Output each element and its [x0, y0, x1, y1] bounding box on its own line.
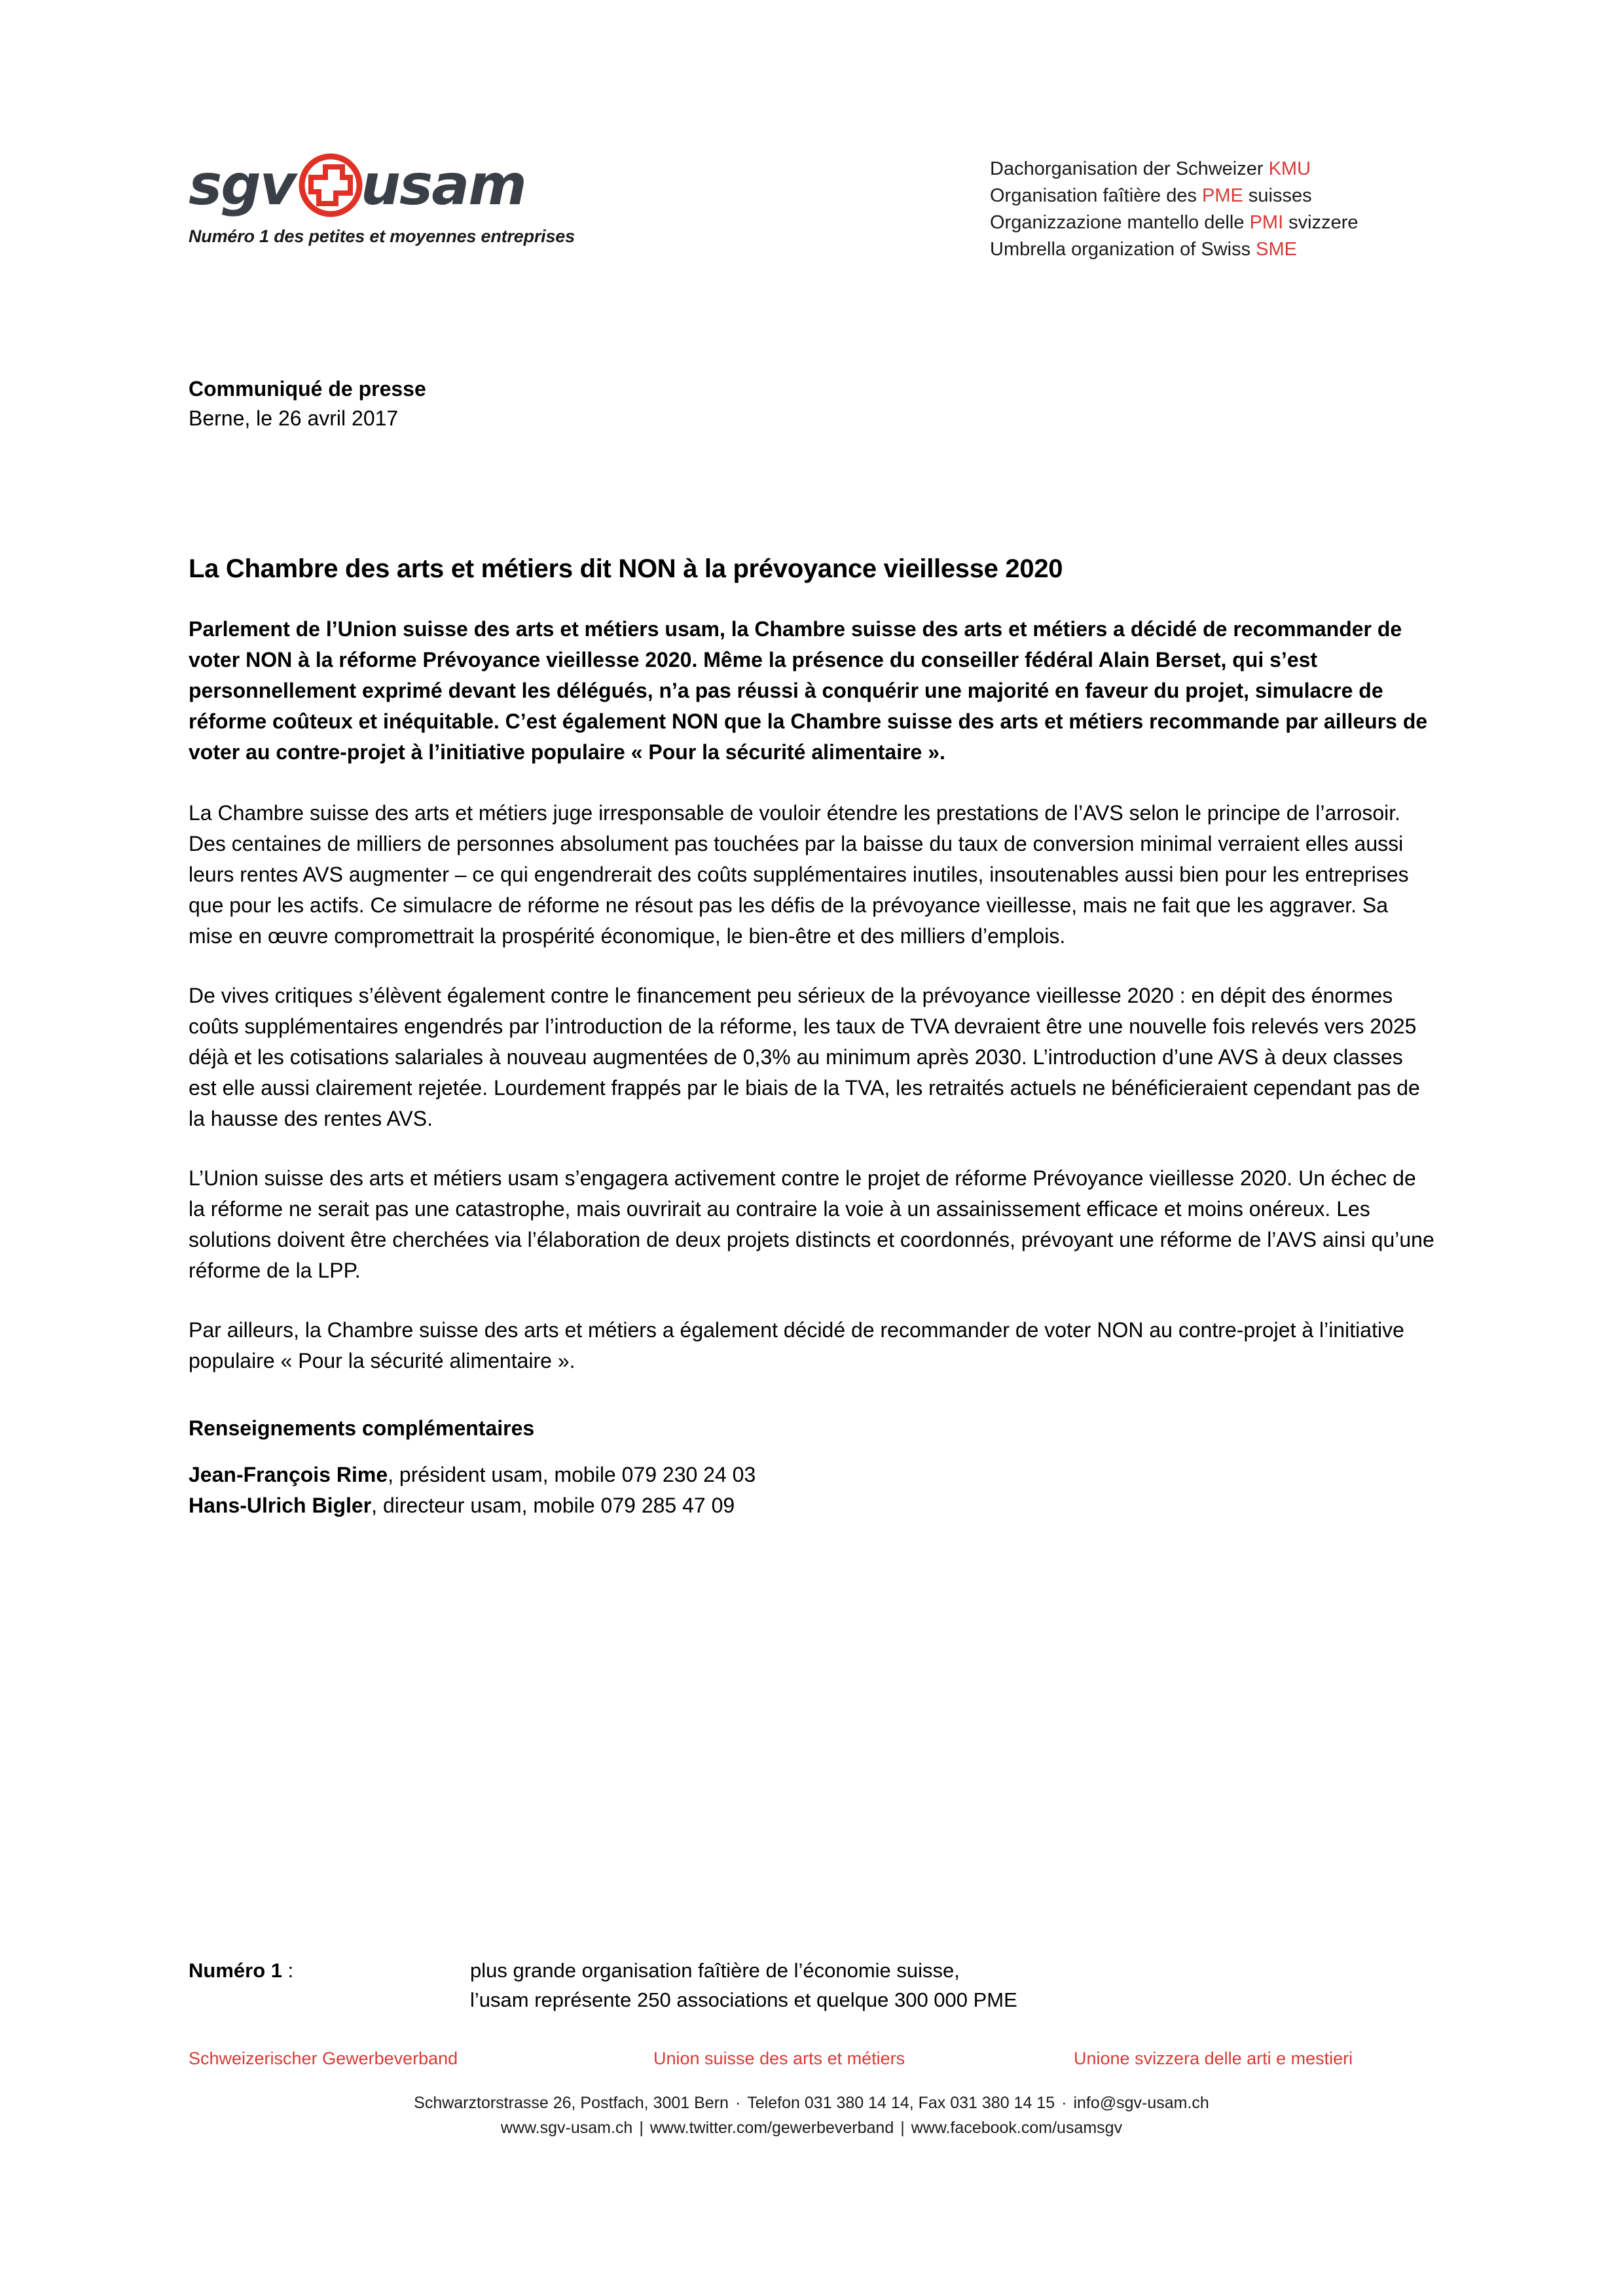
footer-separator-1: ·: [735, 2094, 741, 2112]
contact-person-2-detail: , directeur usam, mobile 079 285 47 09: [371, 1494, 735, 1517]
body-paragraph-2: De vives critiques s’élèvent également contre le financement peu sérieux de la prévoyance vieillesse 2020 : en dépit des énormes coûts supplémentaires engendrés par l’introduction de la réforme, les taux de TVA devraient être une nouvelle fois relevés vers 2025 déjà et les cotisations salariales à nouveau augmentées de 0,3% au minimum après 2030. L’introduction d’une AVS à deux classes est elle aussi clairement rejetée. Lourdement frappés par le biais de la TVA, les retraités actuels ne bénéficieraient cependant pas de la hausse des rentes AVS.: [189, 984, 1420, 1130]
footer-email[interactable]: info@sgv-usam.ch: [1073, 2094, 1209, 2112]
document-footer: [0, 2049, 1623, 2140]
footer-address: Schwarztorstrasse 26, Postfach, 3001 Bern: [414, 2094, 729, 2112]
contact-person-2: [189, 1490, 1436, 1521]
body-paragraph-3: L’Union suisse des arts et métiers usam s’engagera activement contre le projet de réforme Prévoyance vieillesse 2020. Un échec de la réforme ne serait pas une catastrophe, mais ouvrirait au contraire la voie à un assainissement efficace et moins onéreux. Les solutions doivent être cherchées via l’élaboration de deux projets distincts et coordonnés, prévoyant une réforme de l’AVS ainsi qu’une réforme de la LPP.: [189, 1166, 1434, 1282]
logo-tagline: Numéro 1 des petites et moyennes entreprises: [189, 226, 575, 246]
footer-links-line: [0, 2115, 1623, 2140]
header-language-en-accent: SME: [1256, 239, 1298, 260]
header-language-fr-prefix: Organisation faîtière des: [990, 185, 1203, 206]
footer-separator-2: ·: [1061, 2094, 1067, 2112]
contact-person-1: [189, 1460, 1436, 1490]
document-place-date: Berne, le 26 avril 2017: [189, 406, 399, 430]
header-language-it-suffix: svizzere: [1283, 212, 1359, 233]
document-body: [189, 614, 1436, 1521]
footer-link-separator-1: |: [639, 2119, 644, 2137]
logo-wordmark-usam: usam: [360, 152, 526, 218]
footer-descriptor: [189, 1956, 1436, 2015]
footer-descriptor-label: [189, 1956, 293, 1985]
logo-mark: [189, 149, 608, 221]
document-type: Communiqué de presse: [189, 377, 426, 401]
footer-organization-names: [0, 2049, 1623, 2081]
swiss-cross-circle-icon: [297, 151, 365, 219]
contact-person-1-name: Jean-François Rime: [189, 1463, 388, 1486]
document-meta: [189, 374, 426, 433]
footer-link-twitter[interactable]: www.twitter.com/gewerbeverband: [649, 2119, 894, 2137]
footer-descriptor-label-bold: Numéro 1: [189, 1959, 282, 1982]
header-language-fr-accent: PME: [1202, 185, 1243, 206]
header-language-fr-suffix: suisses: [1243, 185, 1312, 206]
header-language-de: [990, 156, 1359, 183]
footer-contact-block: [0, 2090, 1623, 2140]
contact-person-2-name: Hans-Ulrich Bigler: [189, 1494, 372, 1517]
header-language-de-accent: KMU: [1268, 158, 1311, 179]
footer-org-de: Schweizerischer Gewerbeverband: [189, 2049, 458, 2068]
footer-descriptor-label-rest: :: [282, 1959, 294, 1982]
header-language-fr: [990, 183, 1359, 209]
body-paragraph-4: Par ailleurs, la Chambre suisse des arts et métiers a également décidé de recommander de voter NON au contre-projet à l’initiative populaire « Pour la sécurité alimentaire ».: [189, 1318, 1404, 1372]
header-language-en: [990, 236, 1359, 263]
document-header: [0, 0, 1623, 301]
footer-link-facebook[interactable]: www.facebook.com/usamsgv: [911, 2119, 1123, 2137]
lead-paragraph: Parlement de l’Union suisse des arts et métiers usam, la Chambre suisse des arts et métiers a décidé de recommander de voter NON à la réforme Prévoyance vieillesse 2020. Même la présence du conseiller fédéral Alain Berset, qui s’est personnellement exprimé devant les délégués, n’a pas réussi à conquérir une majorité en faveur du projet, simulacre de réforme coûteux et inéquitable. C’est également NON que la Chambre suisse des arts et métiers recommande par ailleurs de voter au contre-projet à l’initiative populaire « Pour la sécurité alimentaire ».: [189, 617, 1428, 764]
footer-contact-line: [0, 2090, 1623, 2115]
header-language-list: [990, 156, 1359, 263]
logo-wordmark-sgv: sgv: [189, 152, 295, 218]
footer-link-website[interactable]: www.sgv-usam.ch: [500, 2119, 633, 2137]
footer-org-fr: Union suisse des arts et métiers: [653, 2049, 905, 2068]
header-language-it-accent: PMI: [1249, 212, 1284, 233]
usam-logo: [189, 149, 608, 247]
contacts-heading: Renseignements complémentaires: [189, 1416, 535, 1440]
header-language-it-prefix: Organizzazione mantello delle: [990, 212, 1250, 233]
header-language-de-prefix: Dachorganisation der Schweizer: [990, 158, 1269, 179]
footer-descriptor-text: [470, 1956, 1436, 2015]
header-language-en-prefix: Umbrella organization of Swiss: [990, 239, 1256, 260]
body-paragraph-1: La Chambre suisse des arts et métiers juge irresponsable de vouloir étendre les prestations de l’AVS selon le principe de l’arrosoir. Des centaines de milliers de personnes absolument pas touchées par la baisse du taux de conversion minimal verraient elles aussi leurs rentes AVS augmenter – ce qui engendrerait des coûts supplémentaires inutiles, insoutenables aussi bien pour les entreprises que pour les actifs. Ce simulacre de réforme ne résout pas les défis de la prévoyance vieillesse, mais ne fait que les aggraver. Sa mise en œuvre compromettrait la prospérité économique, le bien-être et des milliers d’emplois.: [189, 801, 1409, 948]
header-language-it: [990, 209, 1359, 236]
footer-descriptor-line-2: l’usam représente 250 associations et quelque 300 000 PME: [470, 1988, 1017, 2011]
footer-link-separator-2: |: [900, 2119, 905, 2137]
footer-descriptor-line-1: plus grande organisation faîtière de l’économie suisse,: [470, 1959, 960, 1982]
page-title: La Chambre des arts et métiers dit NON à la prévoyance vieillesse 2020: [189, 554, 1063, 583]
contact-person-1-detail: , président usam, mobile 079 230 24 03: [388, 1463, 756, 1486]
footer-phone: Telefon 031 380 14 14, Fax 031 380 14 15: [747, 2094, 1055, 2112]
footer-org-it: Unione svizzera delle arti e mestieri: [1074, 2049, 1353, 2068]
